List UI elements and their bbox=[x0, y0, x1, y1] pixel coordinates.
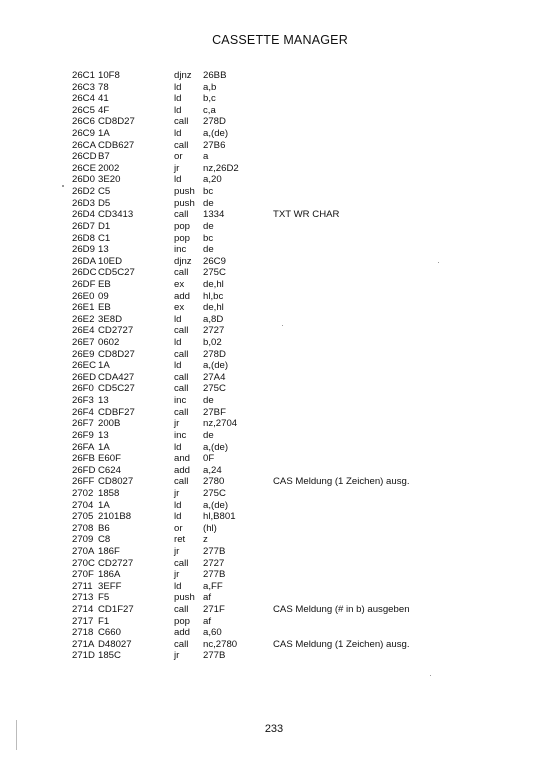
address-cell: 26C9 bbox=[72, 128, 95, 140]
mnemonic-cell: ld bbox=[174, 441, 182, 453]
operand-cell: 2780 bbox=[203, 476, 225, 488]
hex-code-cell: 1A bbox=[98, 441, 110, 453]
listing-row bbox=[72, 244, 512, 256]
hex-code-cell: C624 bbox=[98, 464, 121, 476]
listing-row bbox=[72, 500, 512, 512]
operand-cell: a,(de) bbox=[203, 128, 229, 140]
address-cell: 26EC bbox=[72, 360, 96, 372]
hex-code-cell: 1858 bbox=[98, 487, 120, 499]
listing-row bbox=[72, 349, 512, 361]
listing-row bbox=[72, 140, 512, 152]
operand-cell: 277B bbox=[203, 569, 226, 581]
mnemonic-cell: djnz bbox=[174, 70, 192, 81]
address-cell: 2708 bbox=[72, 522, 94, 534]
address-cell: 270A bbox=[72, 545, 95, 557]
address-cell: 271A bbox=[72, 638, 95, 650]
hex-code-cell: B6 bbox=[98, 522, 110, 534]
hex-code-cell: CDB627 bbox=[98, 139, 135, 151]
hex-code-cell: F5 bbox=[98, 592, 110, 604]
operand-cell: a,20 bbox=[203, 174, 222, 186]
scan-speck bbox=[62, 185, 64, 187]
mnemonic-cell: or bbox=[174, 151, 183, 163]
mnemonic-cell: inc bbox=[174, 395, 187, 407]
listing-row bbox=[72, 105, 512, 117]
page-title: CASSETTE MANAGER bbox=[212, 33, 348, 47]
scan-edge-mark bbox=[16, 720, 17, 750]
mnemonic-cell: call bbox=[174, 604, 189, 616]
listing-row bbox=[72, 453, 512, 465]
address-cell: 26FB bbox=[72, 453, 95, 465]
listing-row bbox=[72, 511, 512, 523]
listing-row bbox=[72, 198, 512, 210]
mnemonic-cell: ex bbox=[174, 278, 185, 290]
listing-row bbox=[72, 82, 512, 94]
address-cell: 26D3 bbox=[72, 197, 95, 209]
listing-row bbox=[72, 337, 512, 349]
hex-code-cell: CD2727 bbox=[98, 557, 134, 569]
hex-code-cell: 3E8D bbox=[98, 313, 122, 325]
hex-code-cell: 3E20 bbox=[98, 174, 121, 186]
listing-row bbox=[72, 592, 512, 604]
operand-cell: de bbox=[203, 395, 214, 407]
hex-code-cell: C5 bbox=[98, 186, 111, 198]
mnemonic-cell: ld bbox=[174, 360, 182, 372]
hex-code-cell: CD8D27 bbox=[98, 348, 135, 360]
hex-code-cell: CD3413 bbox=[98, 209, 134, 221]
hex-code-cell: CD8027 bbox=[98, 476, 134, 488]
operand-cell: 2727 bbox=[203, 325, 225, 337]
address-cell: 2702 bbox=[72, 487, 94, 499]
operand-cell: b,02 bbox=[203, 337, 222, 349]
operand-cell: a,FF bbox=[203, 580, 223, 592]
mnemonic-cell: and bbox=[174, 453, 191, 465]
address-cell: 26F4 bbox=[72, 406, 94, 418]
mnemonic-cell: call bbox=[174, 638, 189, 650]
address-cell: 26F9 bbox=[72, 429, 94, 441]
mnemonic-cell: inc bbox=[174, 429, 187, 441]
listing-row bbox=[72, 639, 512, 651]
comment-cell: CAS Meldung (# in b) ausgeben bbox=[273, 604, 410, 616]
listing-row bbox=[72, 163, 512, 175]
operand-cell: 271F bbox=[203, 604, 225, 616]
address-cell: 26FD bbox=[72, 464, 96, 476]
operand-cell: 275C bbox=[203, 267, 226, 279]
listing-row bbox=[72, 233, 512, 245]
listing-row bbox=[72, 314, 512, 326]
mnemonic-cell: jr bbox=[174, 545, 180, 557]
hex-code-cell: 09 bbox=[98, 290, 109, 302]
hex-code-cell: F1 bbox=[98, 615, 110, 627]
address-cell: 2717 bbox=[72, 615, 94, 627]
listing-row bbox=[72, 604, 512, 616]
operand-cell: bc bbox=[203, 232, 214, 244]
mnemonic-cell: ld bbox=[174, 580, 182, 592]
address-cell: 26FF bbox=[72, 476, 95, 488]
operand-cell: bc bbox=[203, 186, 214, 198]
operand-cell: a,8D bbox=[203, 313, 224, 325]
mnemonic-cell: ld bbox=[174, 337, 182, 349]
listing-row bbox=[72, 209, 512, 221]
address-cell: 26F3 bbox=[72, 395, 94, 407]
operand-cell: 27BF bbox=[203, 406, 226, 418]
hex-code-cell: D5 bbox=[98, 197, 111, 209]
operand-cell: 277B bbox=[203, 545, 226, 557]
listing-row bbox=[72, 650, 512, 662]
listing-row bbox=[72, 465, 512, 477]
comment-cell: CAS Meldung (1 Zeichen) ausg. bbox=[273, 476, 410, 488]
operand-cell: 0F bbox=[203, 453, 215, 465]
address-cell: 271D bbox=[72, 650, 95, 662]
address-cell: 26FA bbox=[72, 441, 95, 453]
operand-cell: a,b bbox=[203, 81, 217, 93]
address-cell: 26C5 bbox=[72, 104, 95, 116]
operand-cell: de bbox=[203, 220, 214, 232]
mnemonic-cell: ld bbox=[174, 499, 182, 511]
address-cell: 26D9 bbox=[72, 244, 95, 256]
hex-code-cell: 1A bbox=[98, 128, 110, 140]
mnemonic-cell: add bbox=[174, 464, 191, 476]
listing-row bbox=[72, 174, 512, 186]
listing-row bbox=[72, 372, 512, 384]
hex-code-cell: 10F8 bbox=[98, 70, 120, 81]
address-cell: 26D4 bbox=[72, 209, 95, 221]
address-cell: 270C bbox=[72, 557, 95, 569]
hex-code-cell: 13 bbox=[98, 395, 109, 407]
address-cell: 2705 bbox=[72, 511, 94, 523]
listing-row bbox=[72, 383, 512, 395]
mnemonic-cell: pop bbox=[174, 615, 191, 627]
mnemonic-cell: call bbox=[174, 406, 189, 418]
hex-code-cell: CD5C27 bbox=[98, 267, 135, 279]
mnemonic-cell: call bbox=[174, 383, 189, 395]
listing-row bbox=[72, 116, 512, 128]
address-cell: 26C3 bbox=[72, 81, 95, 93]
operand-cell: 27A4 bbox=[203, 371, 226, 383]
mnemonic-cell: pop bbox=[174, 232, 191, 244]
operand-cell: de bbox=[203, 244, 214, 256]
mnemonic-cell: call bbox=[174, 209, 189, 221]
listing-row bbox=[72, 418, 512, 430]
address-cell: 26E0 bbox=[72, 290, 95, 302]
hex-code-cell: 13 bbox=[98, 244, 109, 256]
hex-code-cell: D1 bbox=[98, 220, 111, 232]
hex-code-cell: 0602 bbox=[98, 337, 120, 349]
hex-code-cell: C660 bbox=[98, 627, 121, 639]
operand-cell: 275C bbox=[203, 383, 226, 395]
address-cell: 26D0 bbox=[72, 174, 95, 186]
listing-row bbox=[72, 569, 512, 581]
address-cell: 26DF bbox=[72, 278, 96, 290]
listing-row bbox=[72, 430, 512, 442]
operand-cell: nz,2704 bbox=[203, 418, 238, 430]
operand-cell: nc,2780 bbox=[203, 638, 238, 650]
operand-cell: a,(de) bbox=[203, 441, 229, 453]
listing-row bbox=[72, 442, 512, 454]
address-cell: 26ED bbox=[72, 371, 96, 383]
mnemonic-cell: jr bbox=[174, 650, 180, 662]
mnemonic-cell: jr bbox=[174, 162, 180, 174]
mnemonic-cell: call bbox=[174, 557, 189, 569]
mnemonic-cell: jr bbox=[174, 487, 180, 499]
address-cell: 26D8 bbox=[72, 232, 95, 244]
address-cell: 26D7 bbox=[72, 220, 95, 232]
hex-code-cell: CDBF27 bbox=[98, 406, 135, 418]
mnemonic-cell: add bbox=[174, 627, 191, 639]
address-cell: 26CE bbox=[72, 162, 96, 174]
listing-row bbox=[72, 279, 512, 291]
hex-code-cell: C8 bbox=[98, 534, 111, 546]
mnemonic-cell: jr bbox=[174, 418, 180, 430]
address-cell: 26CD bbox=[72, 151, 97, 163]
listing-row bbox=[72, 291, 512, 303]
address-cell: 26C6 bbox=[72, 116, 95, 128]
operand-cell: b,c bbox=[203, 93, 216, 105]
address-cell: 26F0 bbox=[72, 383, 94, 395]
operand-cell: a,24 bbox=[203, 464, 222, 476]
listing-row bbox=[72, 581, 512, 593]
mnemonic-cell: call bbox=[174, 371, 189, 383]
mnemonic-cell: push bbox=[174, 592, 195, 604]
mnemonic-cell: add bbox=[174, 290, 191, 302]
scan-speck bbox=[430, 675, 431, 676]
address-cell: 26DC bbox=[72, 267, 97, 279]
address-cell: 26F7 bbox=[72, 418, 94, 430]
mnemonic-cell: call bbox=[174, 325, 189, 337]
address-cell: 2709 bbox=[72, 534, 94, 546]
operand-cell: de bbox=[203, 429, 214, 441]
mnemonic-cell: inc bbox=[174, 244, 187, 256]
listing-row bbox=[72, 395, 512, 407]
address-cell: 26C4 bbox=[72, 93, 95, 105]
listing-row bbox=[72, 186, 512, 198]
hex-code-cell: 200B bbox=[98, 418, 121, 430]
hex-code-cell: CD1F27 bbox=[98, 604, 134, 616]
mnemonic-cell: ld bbox=[174, 81, 182, 93]
operand-cell: 278D bbox=[203, 348, 226, 360]
mnemonic-cell: ret bbox=[174, 534, 186, 546]
listing-row bbox=[72, 558, 512, 570]
listing-row bbox=[72, 151, 512, 163]
address-cell: 2704 bbox=[72, 499, 94, 511]
listing-row bbox=[72, 70, 512, 82]
scan-speck bbox=[282, 325, 283, 326]
address-cell: 26C1 bbox=[72, 70, 95, 81]
operand-cell: 26C9 bbox=[203, 255, 226, 267]
mnemonic-cell: call bbox=[174, 348, 189, 360]
mnemonic-cell: push bbox=[174, 197, 195, 209]
address-cell: 26E2 bbox=[72, 313, 95, 325]
listing-row bbox=[72, 476, 512, 488]
hex-code-cell: CDA427 bbox=[98, 371, 135, 383]
address-cell: 26E1 bbox=[72, 302, 95, 314]
mnemonic-cell: ld bbox=[174, 128, 182, 140]
mnemonic-cell: djnz bbox=[174, 255, 192, 267]
listing-row bbox=[72, 325, 512, 337]
operand-cell: 26BB bbox=[203, 70, 227, 81]
operand-cell: de bbox=[203, 197, 214, 209]
hex-code-cell: D48027 bbox=[98, 638, 132, 650]
address-cell: 26E9 bbox=[72, 348, 95, 360]
hex-code-cell: CD5C27 bbox=[98, 383, 135, 395]
hex-code-cell: 185C bbox=[98, 650, 121, 662]
hex-code-cell: B7 bbox=[98, 151, 110, 163]
listing-row bbox=[72, 302, 512, 314]
operand-cell: de,hl bbox=[203, 302, 224, 314]
comment-cell: CAS Meldung (1 Zeichen) ausg. bbox=[273, 638, 410, 650]
assembly-listing bbox=[72, 70, 512, 662]
operand-cell: 27B6 bbox=[203, 139, 226, 151]
scan-speck bbox=[438, 262, 439, 263]
listing-row bbox=[72, 523, 512, 535]
operand-cell: nz,26D2 bbox=[203, 162, 239, 174]
mnemonic-cell: ld bbox=[174, 174, 182, 186]
listing-row bbox=[72, 128, 512, 140]
operand-cell: hl,B801 bbox=[203, 511, 236, 523]
hex-code-cell: CD8D27 bbox=[98, 116, 135, 128]
hex-code-cell: C1 bbox=[98, 232, 111, 244]
operand-cell: 1334 bbox=[203, 209, 225, 221]
address-cell: 26D2 bbox=[72, 186, 95, 198]
listing-row bbox=[72, 546, 512, 558]
operand-cell: a,(de) bbox=[203, 499, 229, 511]
operand-cell: z bbox=[203, 534, 208, 546]
hex-code-cell: 3EFF bbox=[98, 580, 122, 592]
listing-row bbox=[72, 407, 512, 419]
hex-code-cell: 78 bbox=[98, 81, 109, 93]
operand-cell: de,hl bbox=[203, 278, 224, 290]
comment-cell: TXT WR CHAR bbox=[273, 209, 340, 221]
listing-row bbox=[72, 93, 512, 105]
hex-code-cell: EB bbox=[98, 302, 111, 314]
mnemonic-cell: ld bbox=[174, 104, 182, 116]
operand-cell: a,60 bbox=[203, 627, 222, 639]
hex-code-cell: 41 bbox=[98, 93, 109, 105]
mnemonic-cell: call bbox=[174, 139, 189, 151]
mnemonic-cell: call bbox=[174, 267, 189, 279]
mnemonic-cell: jr bbox=[174, 569, 180, 581]
listing-row bbox=[72, 488, 512, 500]
operand-cell: a bbox=[203, 151, 209, 163]
mnemonic-cell: or bbox=[174, 522, 183, 534]
hex-code-cell: 13 bbox=[98, 429, 109, 441]
mnemonic-cell: ld bbox=[174, 93, 182, 105]
operand-cell: (hl) bbox=[203, 522, 217, 534]
operand-cell: af bbox=[203, 592, 212, 604]
hex-code-cell: EB bbox=[98, 278, 111, 290]
listing-row bbox=[72, 221, 512, 233]
mnemonic-cell: call bbox=[174, 476, 189, 488]
address-cell: 2718 bbox=[72, 627, 94, 639]
operand-cell: 275C bbox=[203, 487, 226, 499]
listing-row bbox=[72, 267, 512, 279]
address-cell: 2713 bbox=[72, 592, 94, 604]
address-cell: 26E7 bbox=[72, 337, 95, 349]
operand-cell: af bbox=[203, 615, 212, 627]
hex-code-cell: 4F bbox=[98, 104, 110, 116]
address-cell: 26DA bbox=[72, 255, 96, 267]
listing-row bbox=[72, 616, 512, 628]
mnemonic-cell: ld bbox=[174, 511, 182, 523]
hex-code-cell: 10ED bbox=[98, 255, 122, 267]
listing-row bbox=[72, 360, 512, 372]
page-number: 233 bbox=[264, 723, 284, 735]
hex-code-cell: E60F bbox=[98, 453, 121, 465]
address-cell: 2714 bbox=[72, 604, 94, 616]
address-cell: 26E4 bbox=[72, 325, 95, 337]
hex-code-cell: CD2727 bbox=[98, 325, 134, 337]
operand-cell: 2727 bbox=[203, 557, 225, 569]
operand-cell: 278D bbox=[203, 116, 226, 128]
mnemonic-cell: pop bbox=[174, 220, 191, 232]
operand-cell: hl,bc bbox=[203, 290, 224, 302]
address-cell: 2711 bbox=[72, 580, 93, 592]
listing-row bbox=[72, 627, 512, 639]
mnemonic-cell: call bbox=[174, 116, 189, 128]
mnemonic-cell: ld bbox=[174, 313, 182, 325]
address-cell: 26CA bbox=[72, 139, 96, 151]
mnemonic-cell: ex bbox=[174, 302, 185, 314]
listing-row bbox=[72, 256, 512, 268]
operand-cell: c,a bbox=[203, 104, 216, 116]
operand-cell: 277B bbox=[203, 650, 226, 662]
hex-code-cell: 2101B8 bbox=[98, 511, 132, 523]
hex-code-cell: 1A bbox=[98, 499, 110, 511]
hex-code-cell: 186F bbox=[98, 545, 120, 557]
hex-code-cell: 1A bbox=[98, 360, 110, 372]
mnemonic-cell: push bbox=[174, 186, 195, 198]
listing-row bbox=[72, 534, 512, 546]
hex-code-cell: 2002 bbox=[98, 162, 120, 174]
operand-cell: a,(de) bbox=[203, 360, 229, 372]
hex-code-cell: 186A bbox=[98, 569, 121, 581]
address-cell: 270F bbox=[72, 569, 94, 581]
